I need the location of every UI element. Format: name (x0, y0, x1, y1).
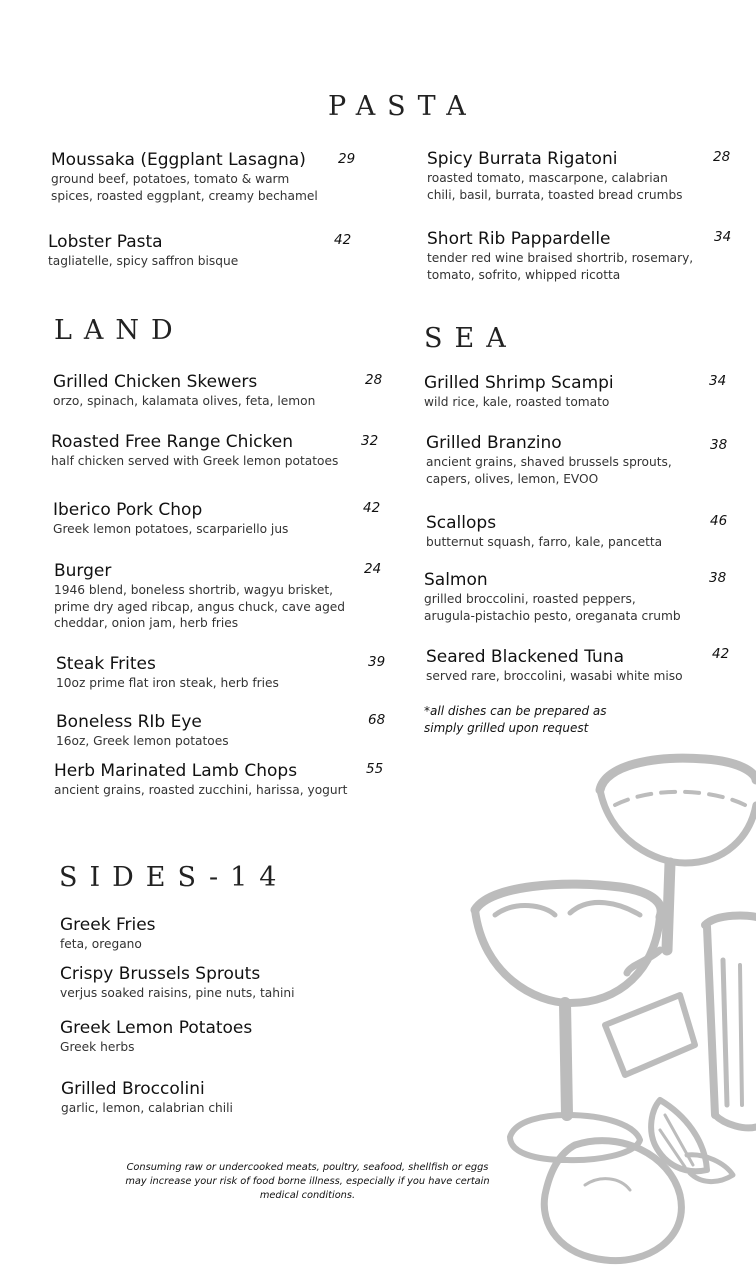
item-desc: tender red wine braised shortrib, rosemary, (427, 251, 694, 265)
disclaimer-line: Consuming raw or undercooked meats, poultry, seafood, shellfish or eggs (126, 1162, 489, 1173)
item-price: 34 (714, 229, 732, 245)
item-desc: cheddar, onion jam, herb fries (54, 616, 239, 630)
item-desc: 1946 blend, boneless shortrib, wagyu brisket, (54, 583, 334, 597)
item-desc: 16oz, Greek lemon potatoes (56, 734, 229, 748)
item-desc: wild rice, kale, roasted tomato (424, 395, 610, 409)
menu-item-lobster-pasta (48, 232, 238, 270)
item-name: Grilled Shrimp Scampi (424, 373, 614, 393)
section-title-sides: SIDES-14 (59, 862, 289, 893)
item-desc: roasted tomato, mascarpone, calabrian (427, 171, 668, 185)
menu-item-rib-eye (56, 712, 229, 750)
menu-item-scallops (426, 513, 662, 551)
item-desc: verjus soaked raisins, pine nuts, tahini (60, 986, 295, 1000)
menu-item-burger (54, 561, 345, 632)
item-price: 39 (368, 654, 386, 670)
menu-item-blackened-tuna (426, 647, 683, 685)
item-desc: ground beef, potatoes, tomato & warm (51, 172, 290, 186)
menu-item-broccolini (61, 1079, 233, 1117)
menu-item-moussaka (51, 150, 318, 204)
item-price: 42 (363, 500, 381, 516)
item-name: Roasted Free Range Chicken (51, 432, 293, 452)
item-name: Boneless RIb Eye (56, 712, 202, 732)
item-price: 28 (365, 372, 383, 388)
item-desc: ancient grains, shaved brussels sprouts, (426, 455, 672, 469)
menu-item-brussels-sprouts (60, 964, 295, 1002)
cocktail-glasses-lemon-illustration (455, 745, 756, 1270)
item-price: 38 (709, 570, 727, 586)
item-name: Lobster Pasta (48, 232, 163, 252)
menu-item-roasted-chicken (51, 432, 338, 470)
item-price: 68 (368, 712, 386, 728)
item-desc: Greek herbs (60, 1040, 135, 1054)
item-desc: spices, roasted eggplant, creamy bechamel (51, 188, 318, 203)
menu-item-pork-chop (53, 500, 288, 538)
section-title-sea: SEA (424, 323, 518, 354)
note-line: *all dishes can be prepared as (424, 704, 607, 718)
item-desc: served rare, broccolini, wasabi white miso (426, 669, 683, 683)
note-line: simply grilled upon request (424, 721, 589, 735)
item-desc: arugula-pistachio pesto, oreganata crumb (424, 608, 681, 623)
item-price: 42 (334, 232, 352, 248)
item-name: Grilled Chicken Skewers (53, 372, 258, 392)
item-name: Spicy Burrata Rigatoni (427, 149, 618, 169)
item-desc: chili, basil, burrata, toasted bread crumbs (427, 187, 683, 202)
item-name: Seared Blackened Tuna (426, 647, 624, 667)
item-name: Crispy Brussels Sprouts (60, 964, 261, 984)
disclaimer-line: medical conditions. (259, 1190, 356, 1201)
item-price: 42 (712, 646, 730, 662)
item-price: 28 (713, 149, 731, 165)
item-name: Grilled Broccolini (61, 1079, 205, 1099)
item-desc: 10oz prime flat iron steak, herb fries (56, 676, 279, 690)
section-title-pasta: PASTA (328, 91, 478, 122)
item-price: 24 (364, 561, 382, 577)
item-name: Burger (54, 561, 112, 581)
item-price: 46 (710, 513, 728, 529)
item-desc: orzo, spinach, kalamata olives, feta, lemon (53, 394, 316, 408)
item-desc: capers, olives, lemon, EVOO (426, 471, 599, 486)
item-name: Salmon (424, 570, 488, 590)
item-desc: butternut squash, farro, kale, pancetta (426, 535, 663, 549)
item-price: 55 (366, 761, 384, 777)
item-name: Greek Fries (60, 915, 156, 935)
menu-item-greek-fries (60, 915, 156, 953)
item-price: 29 (338, 151, 356, 167)
item-desc: feta, oregano (60, 937, 142, 951)
item-desc: tomato, sofrito, whipped ricotta (427, 267, 621, 282)
item-name: Short Rib Pappardelle (427, 229, 611, 249)
menu-item-branzino (426, 433, 672, 487)
item-name: Iberico Pork Chop (53, 500, 203, 520)
item-desc: tagliatelle, spicy saffron bisque (48, 254, 239, 268)
item-name: Herb Marinated Lamb Chops (54, 761, 298, 781)
item-desc: prime dry aged ribcap, angus chuck, cave aged (54, 599, 346, 614)
item-desc: ancient grains, roasted zucchini, harissa, yogurt (54, 783, 348, 797)
item-name: Greek Lemon Potatoes (60, 1018, 253, 1038)
menu-item-salmon (424, 570, 681, 624)
section-title-land: LAND (54, 315, 185, 346)
item-name: Moussaka (Eggplant Lasagna) (51, 150, 306, 170)
menu-item-lemon-potatoes (60, 1018, 252, 1056)
item-name: Scallops (426, 513, 497, 533)
item-price: 34 (709, 373, 727, 389)
item-desc: Greek lemon potatoes, scarpariello jus (53, 522, 289, 536)
menu-item-shrimp-scampi (424, 373, 614, 411)
item-desc: grilled broccolini, roasted peppers, (424, 592, 636, 606)
item-price: 38 (710, 437, 728, 453)
menu-item-steak-frites (56, 654, 279, 692)
menu-item-chicken-skewers (53, 372, 315, 410)
grilled-note (424, 703, 607, 737)
menu-item-short-rib-pappardelle (427, 229, 693, 283)
item-price: 32 (361, 433, 379, 449)
item-name: Steak Frites (56, 654, 156, 674)
menu-item-burrata-rigatoni (427, 149, 683, 203)
item-name: Grilled Branzino (426, 433, 562, 453)
item-desc: half chicken served with Greek lemon potatoes (51, 454, 339, 468)
menu-item-lamb-chops (54, 761, 347, 799)
health-disclaimer (120, 1161, 495, 1203)
item-desc: garlic, lemon, calabrian chili (61, 1101, 233, 1115)
disclaimer-line: may increase your risk of food borne illness, especially if you have certain (125, 1176, 490, 1187)
